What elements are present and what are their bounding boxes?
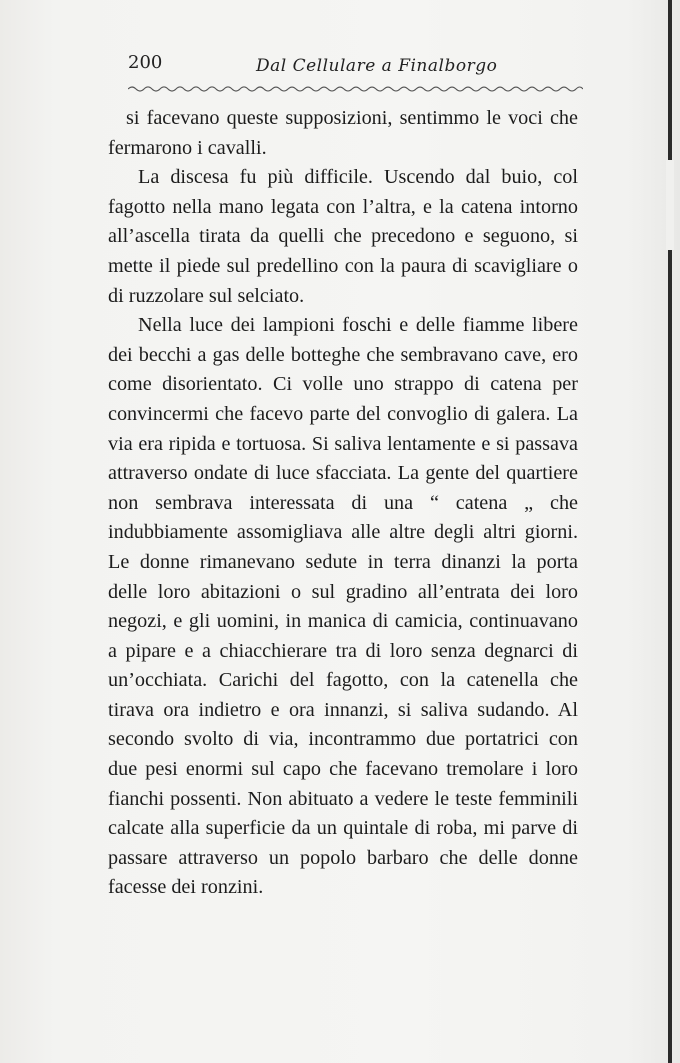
paragraph: La discesa fu più difficile. Uscendo dal buio, col fagotto nella mano legata con l’altra, e la catena intorno all’ascella tirata da quelli che precedono e seguono, si mette il piede sul predellino con la paura di scavigliare o di ruzzolare sul selciato. — [108, 166, 578, 307]
paragraph-continuation: si facevano queste supposizioni, sentimmo le voci che fermarono i cavalli. — [108, 107, 578, 159]
paragraph: Nella luce dei lampioni foschi e delle fiamme libere dei becchi a gas delle botteghe che sembravano cave, ero come disorientato. Ci volle uno strappo di catena per convincermi che facevo parte del convoglio di galera. La via era ripida e tortuosa. Si saliva lentamente e si passava attraverso ondate di luce sfacciata. La gente del quartiere non sembrava interessata di una “ catena „ che indubbiamente assomigliava alle altre degli altri giorni. Le donne rimanevano sedute in terra dinanzi la porta delle loro abitazioni o sul gradino all’entrata dei loro negozi, e gli uomini, in manica di camicia, continuavano a pipare e a chiacchierare tra di loro senza degnarci di un’occhiata. Carichi del fagotto, con la catenella che tirava ora indietro e ora innanzi, si saliva sudando. Al secondo svolto di via, incontrammo due portatrici con due pesi enormi sul capo che facevano tremolare i loro fianchi possenti. Non abituato a vedere le teste femminili calcate alla superficie da un quintale di roba, mi parve di passare attraverso un popolo barbaro che delle donne facesse dei ronzini. — [108, 314, 578, 899]
page-number: 200 — [128, 52, 163, 73]
wavy-rule-ornament — [128, 82, 583, 96]
running-head — [128, 52, 578, 82]
binding-edge-gap — [666, 160, 674, 250]
body-text — [108, 104, 578, 903]
running-title: Dal Cellulare a Finalborgo — [256, 56, 498, 76]
